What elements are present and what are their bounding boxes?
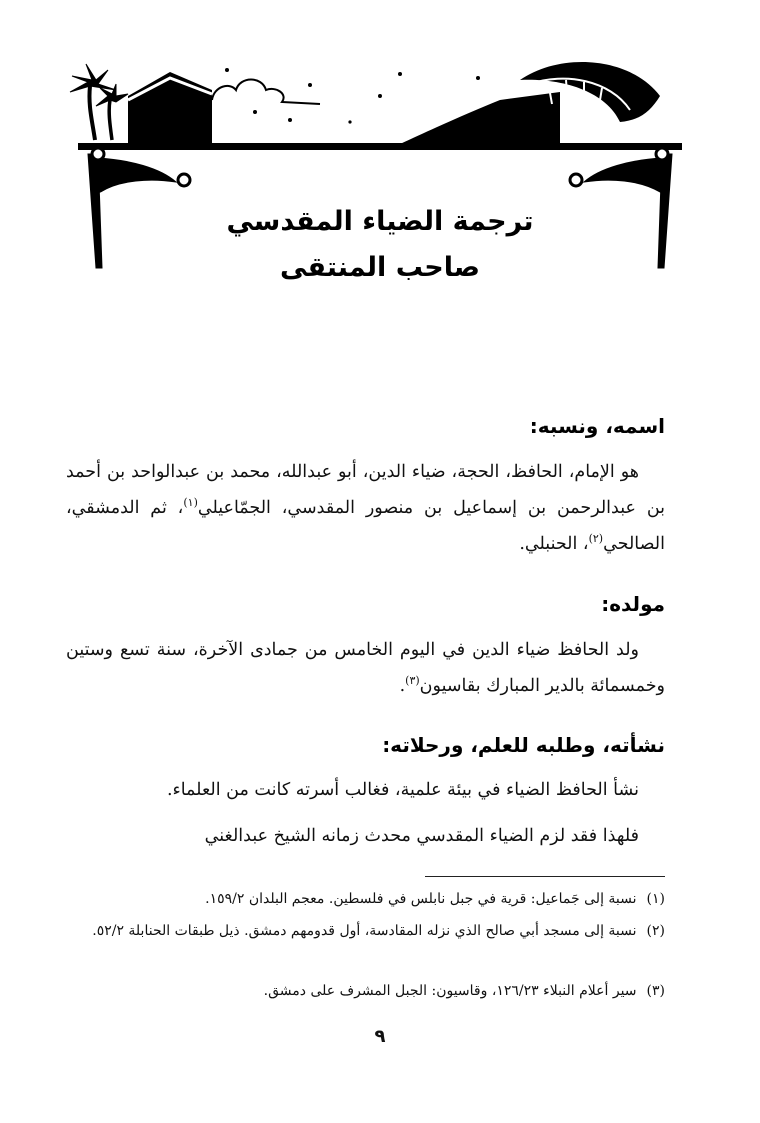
- footnote-text: نسبة إلى جَماعيل: قرية في جبل نابلس في فلسطين. معجم البلدان ١٥٩/٢.: [205, 891, 637, 907]
- footnote-text: نسبة إلى مسجد أبي صالح الذي نزله المقادسة، أول قدومهم دمشق. ذيل طبقات الحنابلة ٥٢/٢.: [92, 923, 637, 939]
- section-heading-name-lineage: اسمه، ونسبه:: [529, 414, 665, 438]
- body-text: نشأ الحافظ الضياء في بيئة علمية، فغالب أسرته كانت من العلماء.: [166, 780, 639, 800]
- body-text: .: [399, 676, 406, 696]
- mountain-slope: [400, 92, 560, 144]
- body-text: هو الإمام، الحافظ، الحجة، ضياء الدين، أبو عبدالله، محمد بن عبدالواحد بن أحمد بن عبدالرحمن بن إسماعيل بن منصور المقدسي، الجمّاعيلي: [66, 462, 666, 518]
- footnote-number: (٣): [646, 983, 665, 999]
- section-body-name-lineage: [66, 454, 665, 562]
- footnote-ref: (٣): [405, 674, 420, 688]
- footnote-number: (١): [646, 891, 665, 907]
- section-heading-upbringing: نشأته، وطلبه للعلم، ورحلاته:: [382, 733, 665, 757]
- page-title-line2: صاحب المنتقى: [280, 252, 480, 283]
- cloud-icon: [212, 80, 320, 105]
- footnote-ref: (١): [183, 496, 198, 510]
- footnote-separator: [425, 876, 665, 877]
- body-text: فلهذا فقد لزم الضياء المقدسي محدث زمانه الشيخ عبدالغني: [204, 826, 639, 846]
- section-body-upbringing-p2: [66, 818, 665, 854]
- body-text: ، ثم الدمشقي، الصالحي: [66, 498, 665, 554]
- footnote-ref: (٢): [588, 532, 604, 546]
- page-title-line1: ترجمة الضياء المقدسي: [226, 206, 534, 237]
- kaaba-icon: [128, 72, 212, 144]
- section-body-upbringing-p1: [66, 772, 665, 808]
- section-heading-birth: مولده:: [601, 592, 665, 616]
- footnote-text: سير أعلام النبلاء ١٢٦/٢٣، وقاسيون: الجبل المشرف على دمشق.: [263, 983, 637, 999]
- page-number: ٩: [374, 1026, 386, 1047]
- footnote-1: [66, 886, 665, 913]
- footnote-number: (٢): [646, 923, 665, 939]
- body-text: ، الحنبلي.: [519, 534, 589, 554]
- palm-trees-icon: [70, 64, 128, 140]
- body-text: ولد الحافظ ضياء الدين في اليوم الخامس من جمادى الآخرة، سنة تسع وستين وخمسمائة بالدير المبارك بقاسيون: [66, 640, 665, 696]
- footnote-2: [66, 918, 665, 945]
- section-body-birth: [66, 632, 665, 704]
- footnote-3: [66, 978, 665, 1005]
